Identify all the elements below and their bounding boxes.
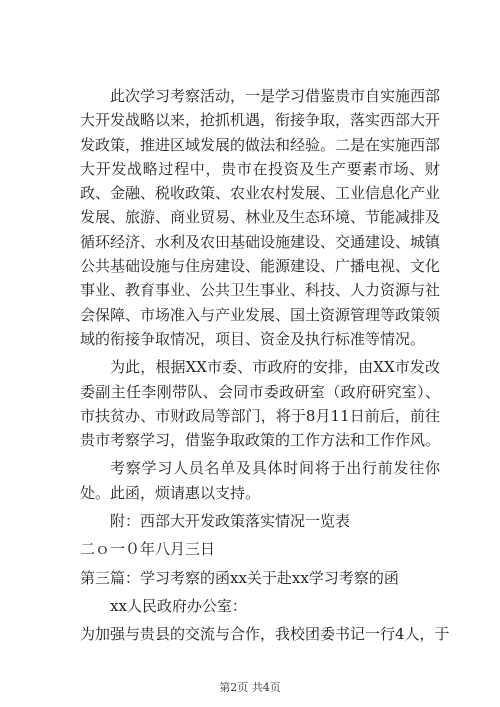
section-title: 第三篇：学习考察的函xx关于赴xx学习考察的函 — [80, 568, 399, 587]
page-number-footer: 第2页 共4页 — [219, 681, 281, 694]
paragraph-arrangement: 为此，根据XX市委、市政府的安排，由XX市发改委副主任李刚带队、会同市委政研室（政府研究室）、市扶贫办、市财政局等部门，将于8月11日前后，前往贵市考察学习，借鉴争取政策的工作方法和工作作风。 — [80, 358, 441, 450]
paragraph-study-purpose: 此次学习考察活动，一是学习借鉴贵市自实施西部大开发战略以来，抢抓机遇，衔接争取，落实西部大开发政策，推进区域发展的做法和经验。二是在实施西部大开发战略过程中，贵市在投资及生产要素市场、财政、金融、税收政策、农业农村发展、工业信息化产业发展、旅游、商业贸易、林业及生态环境、节能减排及循环经济、水利及农田基础设施建设、交通建设、城镇公共基础设施与住房建设、能源建设、广播电视、文化事业、教育事业、公共卫生事业、科技、人力资源与社会保障、市场准入与产业发展、国土资源管理等政策领域的衔接争取情况，项目、资金及执行标准等情况。 — [80, 87, 441, 348]
attachment-line: 附：西部大开发政策落实情况一览表 — [110, 512, 351, 531]
date-line: 二ｏ一０年八月三日 — [80, 540, 216, 559]
recipient-line: xx人民政府办公室： — [110, 596, 247, 615]
paragraph-request: 考察学习人员名单及具体时间将于出行前发往你处。此函，烦请惠以支持。 — [80, 459, 440, 502]
document-body — [80, 84, 450, 647]
paragraph-cooperation: 为加强与贵县的交流与合作，我校团委书记一行4人，于 — [80, 625, 450, 644]
